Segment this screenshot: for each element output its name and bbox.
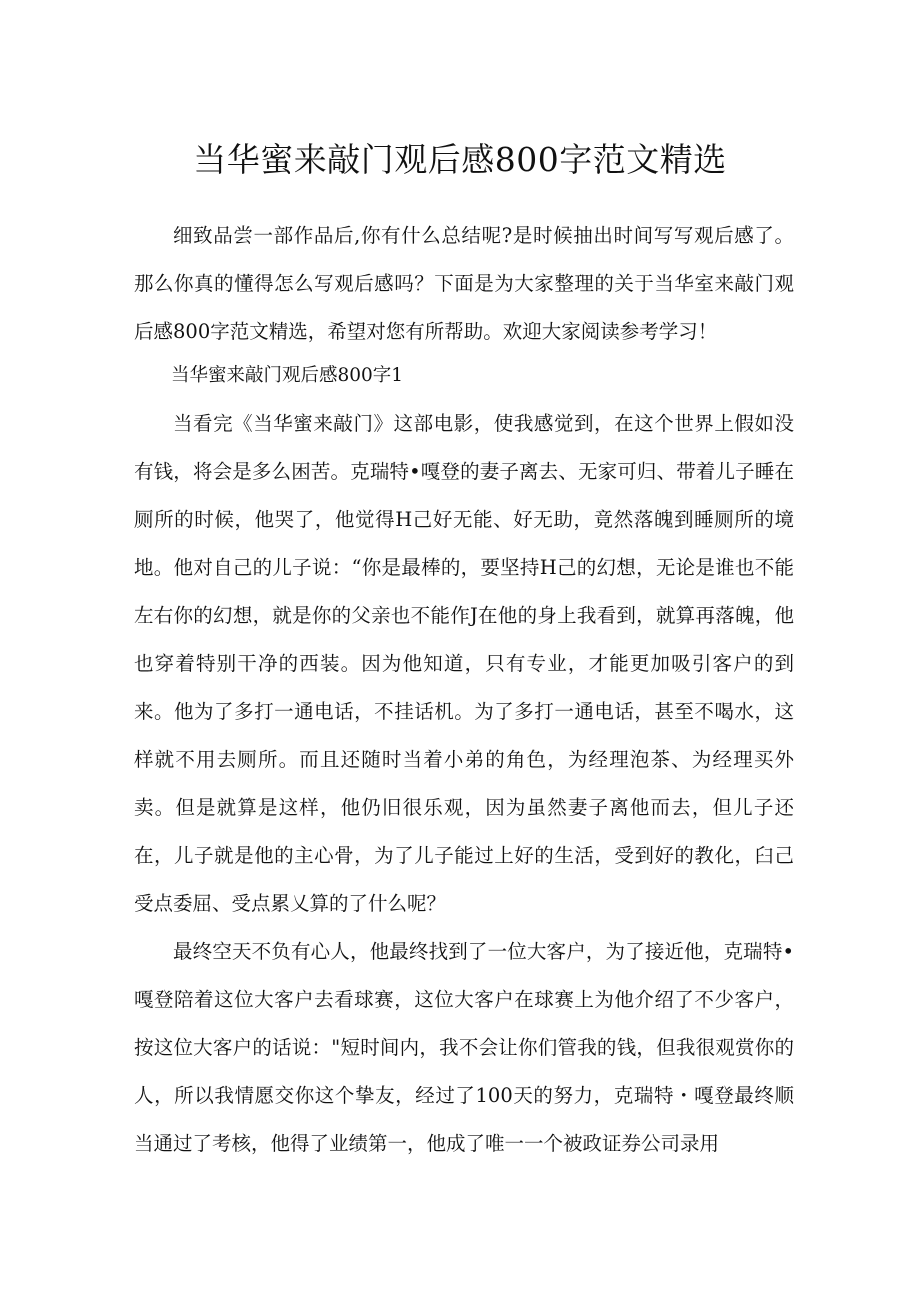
- document-body: [134, 212, 794, 1168]
- body-paragraph: 当看完《当华蜜来敲门》这部电影，使我感觉到，在这个世界上假如没有钱，将会是多么困苦。克瑞特•嘎登的妻子离去、无家可归、带着儿子睡在厕所的时候，他哭了，他觉得H己好无能、好无助，竟然落魄到睡厕所的境地。他对自己的儿子说：“你是最棒的，要坚持H己的幻想，无论是谁也不能左右你的幻想，就是你的父亲也不能作J在他的身上我看到，就算再落魄，他也穿着特别干净的西装。因为他知道，只有专业，才能更加吸引客户的到来。他为了多打一通电话，不挂话机。为了多打一通电话，甚至不喝水，这样就不用去厕所。而且还随时当着小弟的角色，为经理泡茶、为经理买外卖。但是就算是这样，他仍旧很乐观，因为虽然妻子离他而去，但儿子还在，儿子就是他的主心骨，为了儿子能过上好的生活，受到好的教化，臼己受点委屈、受点累乂算的了什么呢？: [134, 412, 794, 915]
- document-title: 当华蜜来敲门观后感800字范文精选: [193, 140, 727, 179]
- body-paragraph: 最终空天不负有心人，他最终找到了一位大客户，为了接近他，克瑞特•嘎登陪着这位大客户去看球赛，这位大客户在球赛上为他介绍了不少客户，按这位大客户的话说："短时间内，我不会让你们管我的钱，但我很观赏你的人，所以我情愿交你这个挚友，经过了100天的努力，克瑞特・嘎登最终顺当通过了考核，他得了业绩第一，他成了唯一一个被政证券公司录用: [134, 940, 794, 1155]
- intro-paragraph: 细致品尝一部作品后,你有什么总结呢?是时候抽出时间写写观后感了。那么你真的懂得怎么写观后感吗？下面是为大家整理的关于当华室来敲门观后感800字范文精选，希望对您有所帮助。欢迎大家阅读参考学习！: [134, 224, 794, 343]
- section-heading: 当华蜜来敲门观后感800字1: [171, 365, 404, 386]
